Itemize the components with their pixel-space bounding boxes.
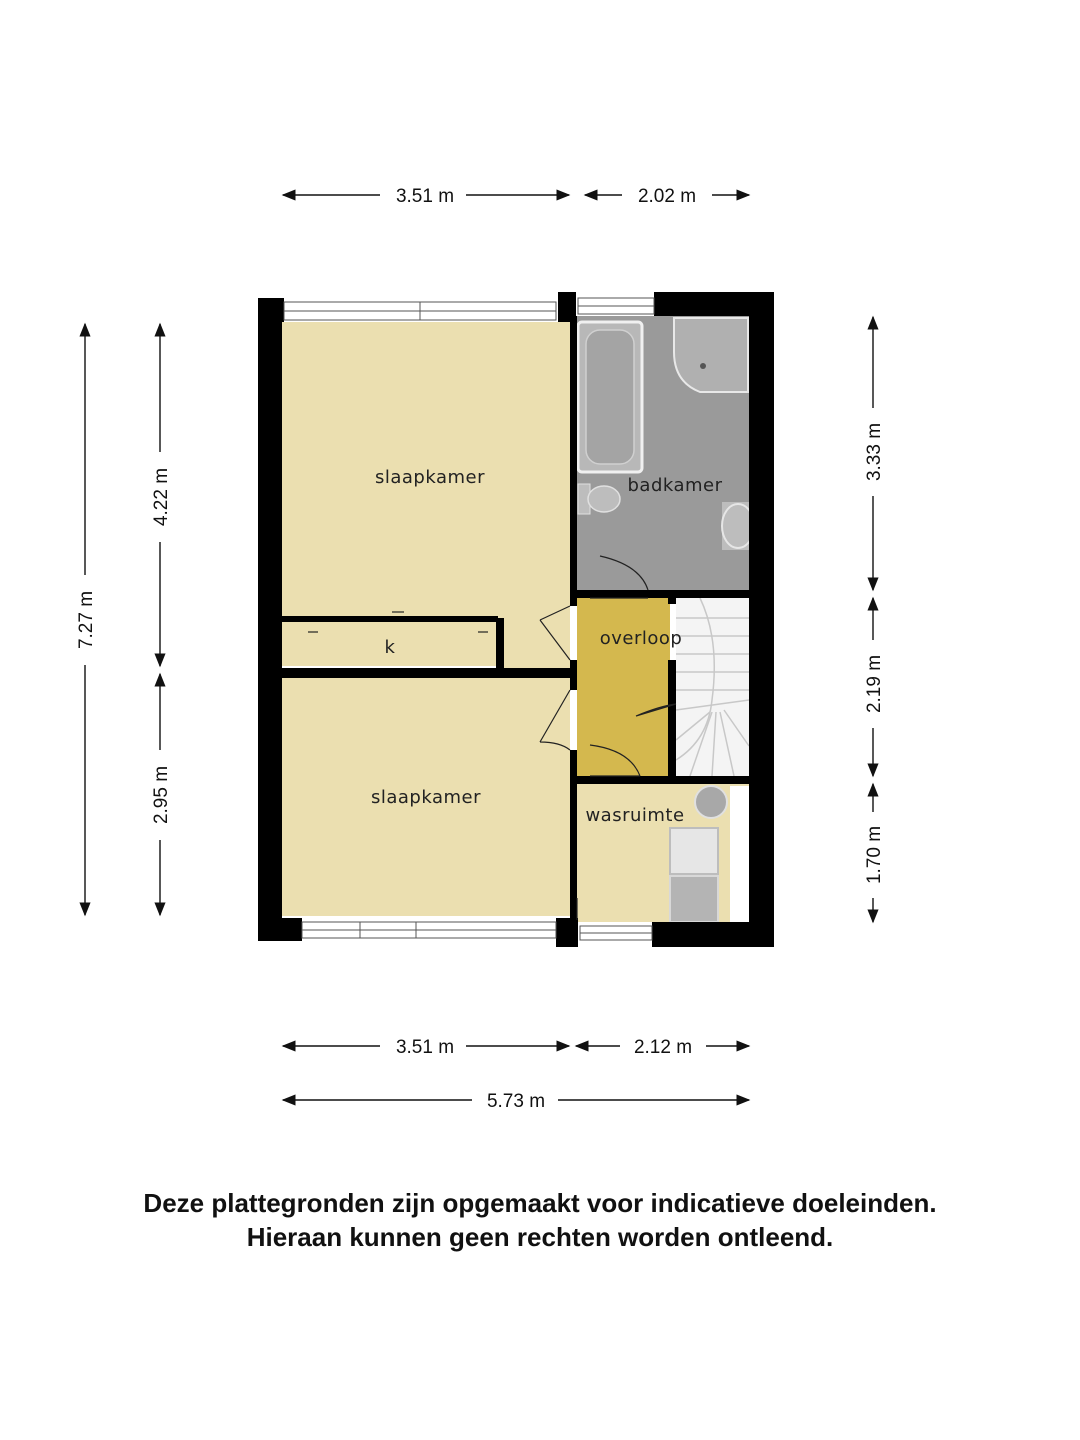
disclaimer-line-1: Deze plattegronden zijn opgemaakt voor indicatieve doeleinden. — [143, 1188, 937, 1218]
dimension-bottom-total — [283, 1091, 749, 1112]
dimension-left-total — [76, 324, 97, 915]
bedroom-bottom-label: slaapkamer — [370, 787, 482, 808]
dimension-label: 2.12 m — [633, 1037, 693, 1058]
dimension-top-right — [585, 186, 749, 207]
dimension-right-upper — [864, 317, 885, 590]
stairs-fill — [676, 598, 749, 776]
dryer-icon — [670, 876, 718, 922]
dimension-label: 7.27 m — [76, 590, 97, 650]
shower-icon — [674, 318, 748, 392]
dimension-label: 5.73 m — [486, 1091, 546, 1112]
dimension-label: 2.02 m — [637, 186, 697, 207]
bedroom-top-label: slaapkamer — [374, 467, 486, 488]
disclaimer-line-2: Hieraan kunnen geen rechten worden ontleend. — [246, 1222, 834, 1252]
closet-label: k — [384, 637, 396, 658]
dimension-top-left — [283, 186, 569, 207]
dimension-bottom-right — [576, 1037, 749, 1058]
bedroom-top-lower-fill — [500, 618, 570, 668]
dimension-left-upper — [151, 324, 172, 666]
dimension-label: 2.95 m — [151, 765, 172, 825]
dimension-label: 4.22 m — [151, 467, 172, 527]
dimension-label: 3.51 m — [395, 186, 455, 207]
dimension-bottom-left — [283, 1037, 569, 1058]
dimension-right-middle — [864, 598, 885, 776]
dimension-label: 1.70 m — [864, 825, 885, 885]
toilet-icon — [578, 484, 620, 514]
dimension-label: 3.33 m — [864, 422, 885, 482]
laundry-sink-icon — [695, 786, 727, 818]
landing-label: overloop — [599, 628, 683, 649]
dimension-label: 2.19 m — [864, 654, 885, 714]
dimension-right-lower — [864, 784, 885, 922]
bathroom-label: badkamer — [627, 475, 723, 496]
laundry-label: wasruimte — [585, 805, 685, 826]
washing-machine-icon — [670, 828, 718, 874]
dimension-label: 3.51 m — [395, 1037, 455, 1058]
landing-fill — [577, 598, 670, 776]
dimension-left-lower — [151, 674, 172, 915]
